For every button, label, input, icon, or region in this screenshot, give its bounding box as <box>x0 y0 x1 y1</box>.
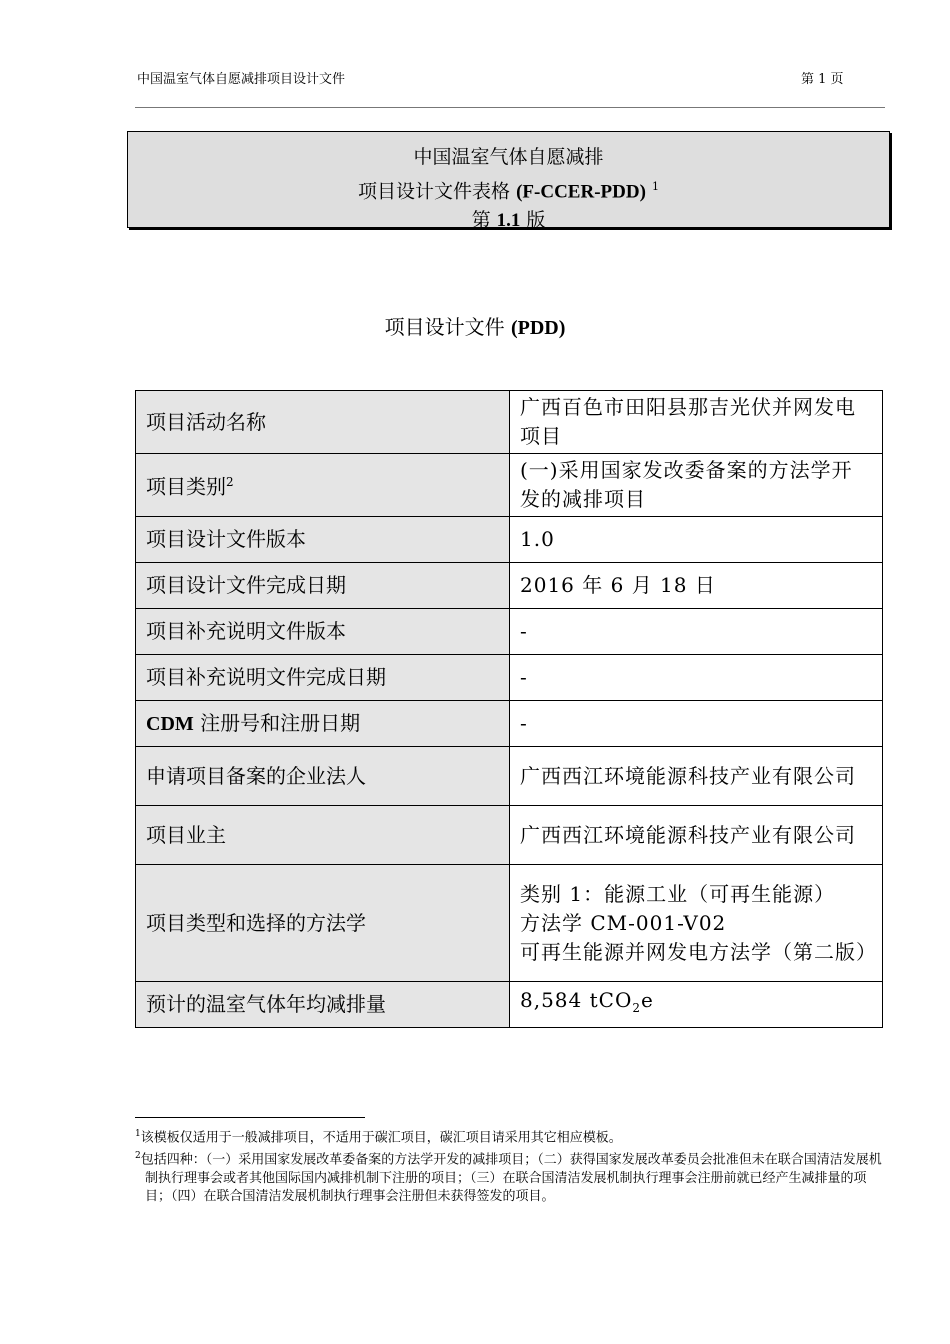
row-label-cdm: CDM <box>146 712 194 735</box>
emission-subscript: 2 <box>632 1001 641 1015</box>
methodology-name: 可再生能源并网发电方法学（第二版） <box>520 939 877 964</box>
form-version-prefix: 第 <box>471 209 491 232</box>
footnote-mark: 2 <box>135 1151 141 1162</box>
emission-value: 8,584 tCO <box>520 988 633 1012</box>
table-row <box>136 806 883 865</box>
row-value: - <box>510 655 883 701</box>
pdd-title-code: (PDD) <box>510 317 566 339</box>
methodology-category: 类别 1：能源工业（可再生能源） <box>520 881 836 906</box>
footnote-text: 该模板仅适用于一般减排项目，不适用于碳汇项目，碳汇项目请采用其它相应模板。 <box>140 1130 622 1146</box>
table-row <box>136 391 883 454</box>
header-divider <box>135 107 885 108</box>
footnote-1 <box>135 1125 885 1147</box>
footnote-divider <box>135 1117 365 1118</box>
emission-unit-suffix: e <box>641 988 654 1012</box>
row-label: 项目类型和选择的方法学 <box>136 865 510 982</box>
table-row <box>136 747 883 806</box>
row-value: (一)采用国家发改委备案的方法学开发的减排项目 <box>510 454 883 517</box>
methodology-code: 方法学 CM-001-V02 <box>520 910 727 935</box>
row-value: 广西西江环境能源科技产业有限公司 <box>510 806 883 865</box>
table-row <box>136 609 883 655</box>
row-label: 项目补充说明文件版本 <box>136 609 510 655</box>
pdd-title-text: 项目设计文件 <box>384 315 505 339</box>
footnote-ref-1[interactable]: 1 <box>651 180 659 193</box>
footnote-text: 包括四种：（一）采用国家发展改革委备案的方法学开发的减排项目；（二）获得国家发展改革委员会批准但未在联合国清洁发展机制执行理事会或者其他国际国内减排机制下注册的项目；（三）在联合国清洁发展机制执行理事会注册前就已经产生减排量的项目；（四）在联合国清洁发展机制执行理事会注册但未获得签发的项目。 <box>140 1152 882 1204</box>
row-value <box>510 982 883 1028</box>
row-label: 项目业主 <box>136 806 510 865</box>
row-label: 项目设计文件版本 <box>136 517 510 563</box>
table-row <box>136 454 883 517</box>
form-title-box <box>127 131 890 232</box>
header-page-number: 第 1 页 <box>801 72 844 87</box>
row-label <box>136 701 510 747</box>
header-document-title: 中国温室气体自愿减排项目设计文件 <box>137 72 346 87</box>
form-title-text: 项目设计文件表格 <box>358 180 511 203</box>
table-row <box>136 982 883 1028</box>
footnote-2 <box>135 1147 885 1205</box>
row-value: 广西百色市田阳县那吉光伏并网发电项目 <box>510 391 883 454</box>
row-label-text: 项目类别 <box>146 474 226 499</box>
row-value: 广西西江环境能源科技产业有限公司 <box>510 747 883 806</box>
form-version-number: 1.1 <box>496 210 521 232</box>
pdd-title <box>0 311 950 340</box>
form-version-suffix: 版 <box>526 209 546 232</box>
row-value: 2016 年 6 月 18 日 <box>510 563 883 609</box>
row-label: 预计的温室气体年均减排量 <box>136 982 510 1028</box>
form-title-line1: 中国温室气体自愿减排 <box>413 146 604 168</box>
project-info-table <box>135 390 883 1028</box>
row-label: 项目活动名称 <box>136 391 510 454</box>
form-title-line2 <box>128 172 889 206</box>
table-row <box>136 517 883 563</box>
table-row <box>136 701 883 747</box>
row-label: 项目设计文件完成日期 <box>136 563 510 609</box>
row-label <box>136 454 510 517</box>
form-code: (F-CCER-PDD) <box>516 181 646 203</box>
footnote-ref-2[interactable]: 2 <box>226 475 234 490</box>
table-row <box>136 865 883 982</box>
row-label-text: 注册号和注册日期 <box>200 710 361 735</box>
row-value: - <box>510 701 883 747</box>
table-row <box>136 655 883 701</box>
footnote-mark: 1 <box>135 1129 141 1139</box>
form-version-line <box>128 206 889 235</box>
row-value: - <box>510 609 883 655</box>
row-label: 项目补充说明文件完成日期 <box>136 655 510 701</box>
row-label: 申请项目备案的企业法人 <box>136 747 510 806</box>
table-row <box>136 563 883 609</box>
row-value <box>510 865 883 982</box>
footnotes <box>135 1125 885 1206</box>
row-value: 1.0 <box>510 517 883 563</box>
